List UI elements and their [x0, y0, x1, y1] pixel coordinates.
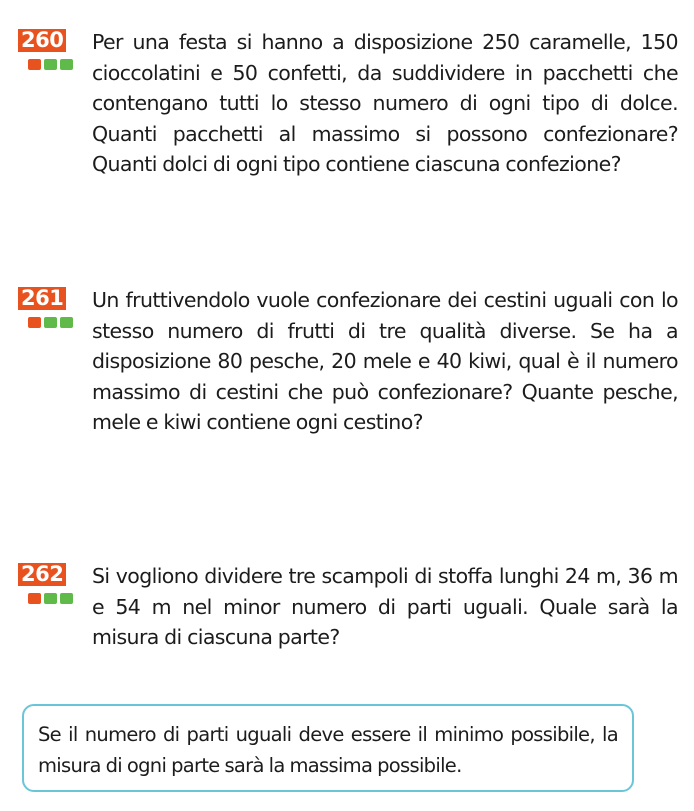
difficulty-dot-red	[28, 317, 41, 328]
exercise-260	[18, 27, 678, 180]
exercise-text: Si vogliono dividere tre scampoli di stoffa lunghi 24 m, 36 m e 54 m nel minor numero di parti uguali. Quale sarà la misura di ciascuna parte?	[92, 564, 678, 649]
exercise-number-badge: 260	[18, 29, 66, 52]
exercise-262	[18, 561, 678, 653]
difficulty-indicator	[28, 593, 73, 604]
exercise-number-badge: 262	[18, 563, 66, 586]
exercise-text: Un fruttivendolo vuole confezionare dei cestini uguali con lo stesso numero di frutti di tre qualità diverse. Se ha a disposizione 80 pesche, 20 mele e 40 kiwi, qual è il numero massimo di cestini che può confezionare? Quante pesche, mele e kiwi contiene ogni cestino?	[92, 288, 678, 434]
difficulty-dot-green	[60, 59, 73, 70]
difficulty-indicator	[28, 59, 73, 70]
hint-box	[22, 704, 634, 792]
difficulty-dot-green	[60, 317, 73, 328]
exercise-number-badge: 261	[18, 287, 66, 310]
exercise-text: Per una festa si hanno a disposizione 250 caramelle, 150 cioccolatini e 50 confetti, da suddividere in pacchetti che contengano tutti lo stesso numero di ogni tipo di dolce. Quanti pacchetti al massimo si possono confezionare? Quanti dolci di ogni tipo contiene ciascuna confezione?	[92, 30, 678, 176]
difficulty-dot-red	[28, 59, 41, 70]
hint-text: Se il numero di parti uguali deve essere il minimo possibile, la misura di ogni parte sarà la massima possibile.	[38, 723, 618, 777]
difficulty-dot-green	[60, 593, 73, 604]
difficulty-dot-green	[44, 593, 57, 604]
difficulty-indicator	[28, 317, 73, 328]
difficulty-dot-green	[44, 317, 57, 328]
exercise-261	[18, 285, 678, 438]
difficulty-dot-green	[44, 59, 57, 70]
difficulty-dot-red	[28, 593, 41, 604]
